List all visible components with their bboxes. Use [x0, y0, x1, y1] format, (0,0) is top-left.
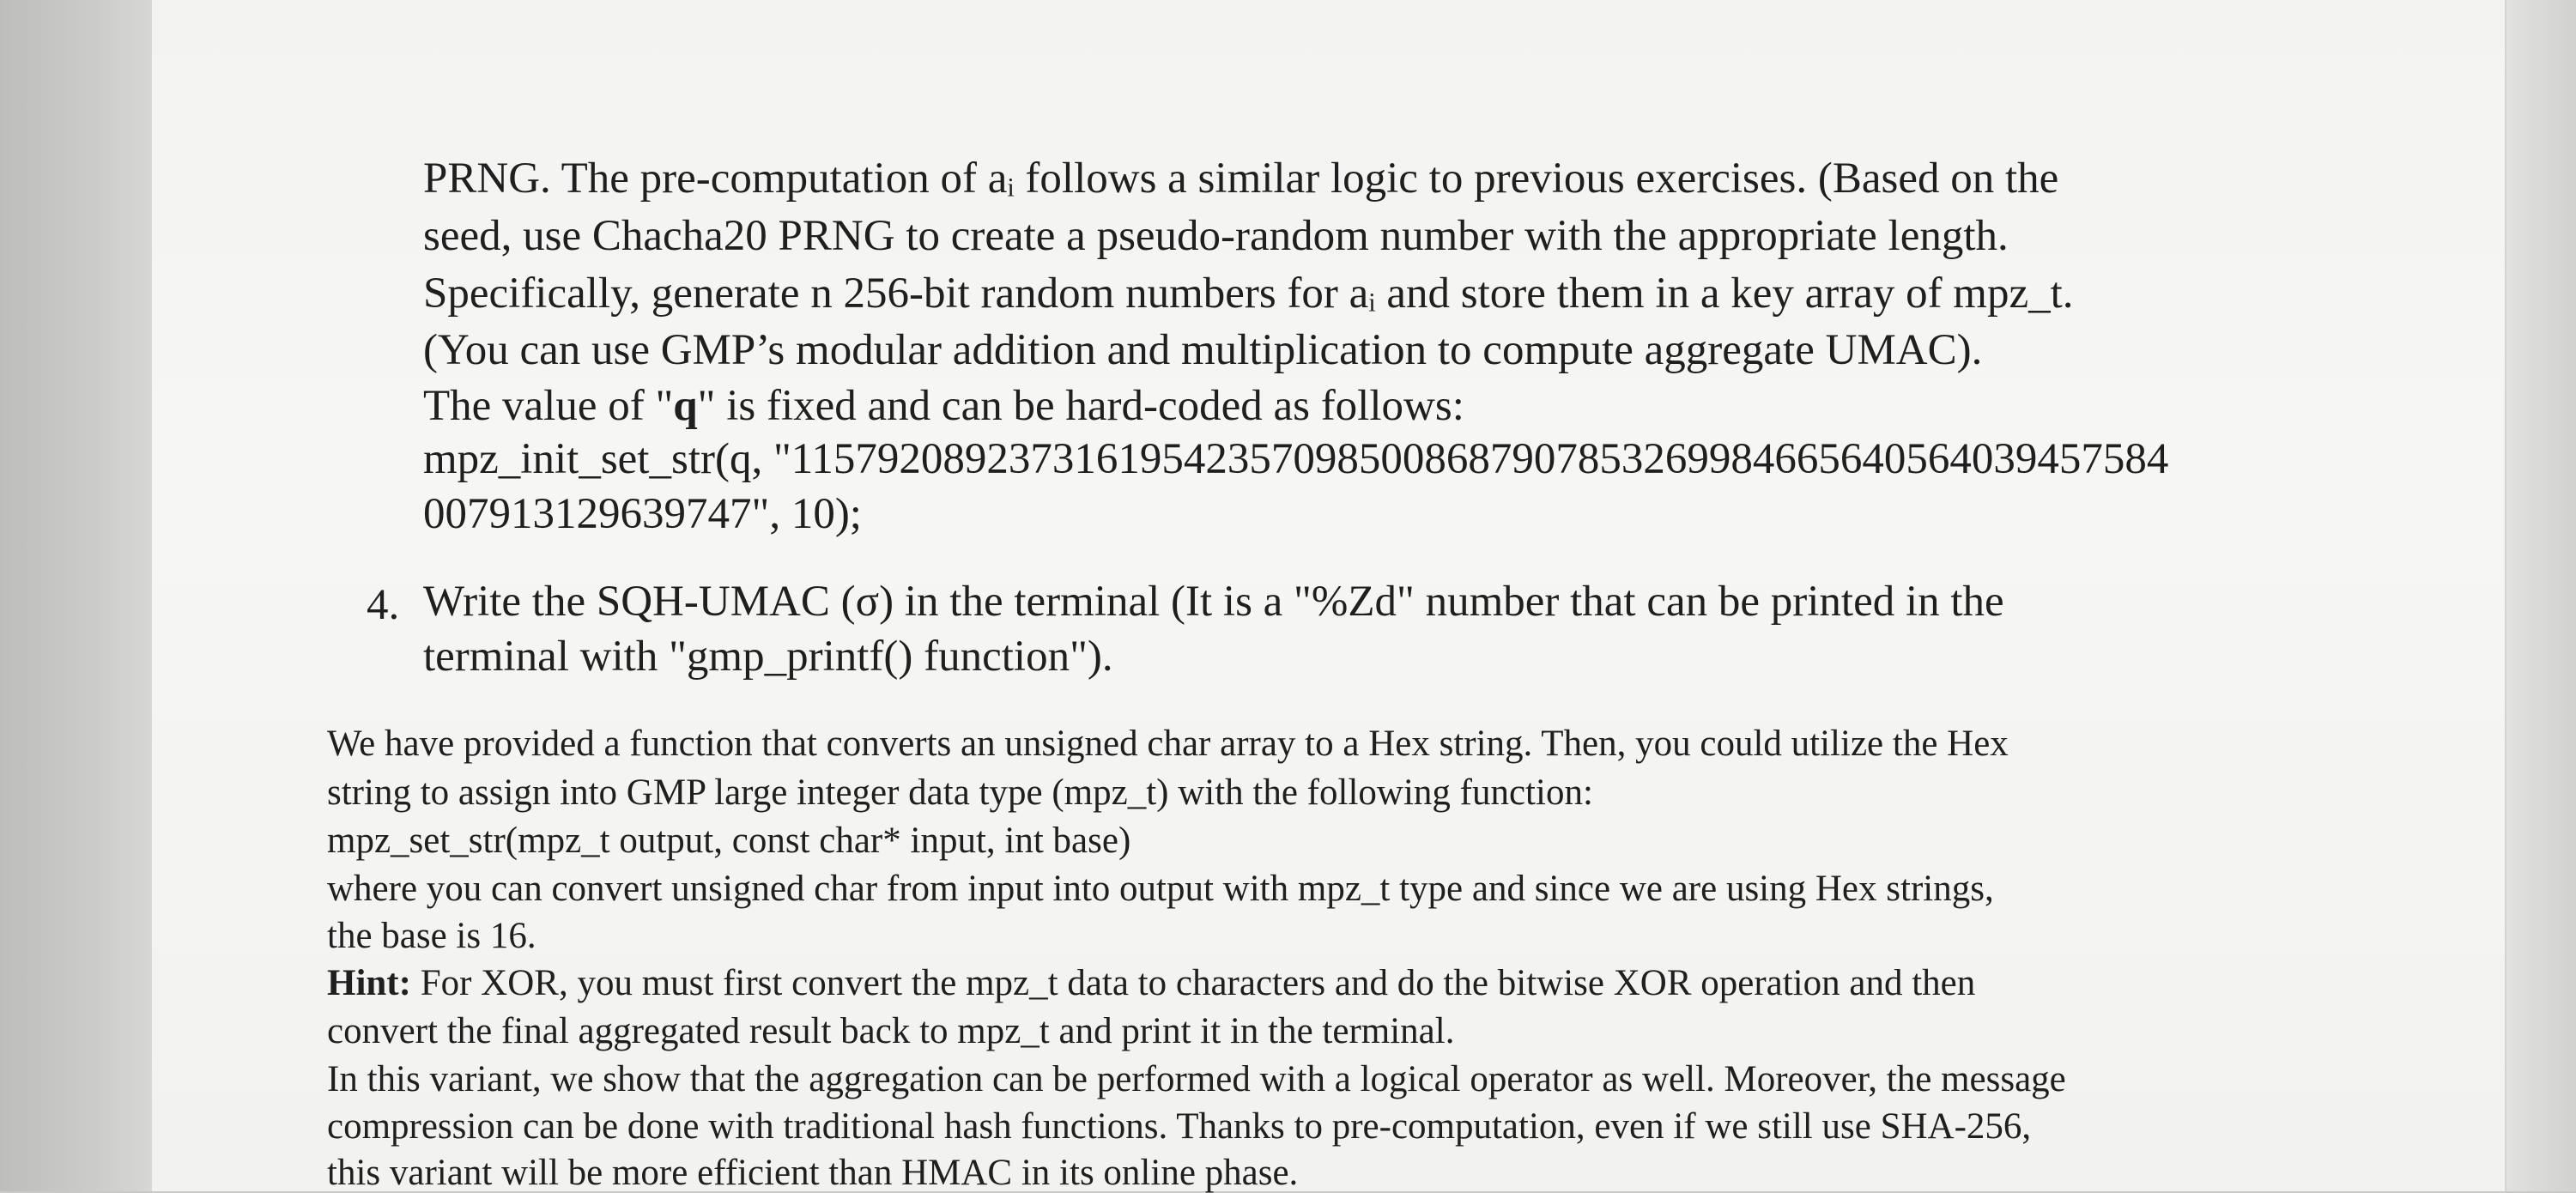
- item4-line-1: Write the SQH-UMAC (σ) in the terminal (It is a "%Zd" number that can be printed in the: [423, 578, 2004, 626]
- body-line-10: this variant will be more efficient than HMAC in its online phase.: [327, 1153, 1299, 1193]
- prng-line-1: PRNG. The pre-computation of aᵢ follows a similar logic to previous exercises. (Based on the: [423, 154, 2059, 203]
- body-line-8: In this variant, we show that the aggregation can be performed with a logical operator as well. Moreover, the message: [327, 1059, 2066, 1099]
- screen-bezel-left: [0, 0, 150, 1191]
- item4-line-2: terminal with "gmp_printf() function").: [423, 633, 1113, 681]
- body-line-4: where you can convert unsigned char from input into output with mpz_t type and since we are using Hex strings,: [327, 869, 1994, 909]
- prng-line-6: mpz_init_set_str(q, "115792089237316195423570985008687907853269984665640564039457584: [423, 435, 2169, 483]
- q-variable: q: [673, 382, 698, 430]
- body-line-5: the base is 16.: [327, 916, 536, 956]
- body-line-6: [327, 965, 1975, 1002]
- q-intro-text: The value of ": [423, 382, 674, 430]
- hint-label: Hint:: [327, 963, 411, 1003]
- prng-line-2: seed, use Chacha20 PRNG to create a pseudo-random number with the appropriate length.: [423, 212, 2009, 260]
- body-line-9: compression can be done with traditional hash functions. Thanks to pre-computation, even if we still use SHA-256,: [327, 1106, 2032, 1147]
- document-page: [150, 0, 2506, 1191]
- body-line-3: mpz_set_str(mpz_t output, const char* input, int base): [327, 821, 1131, 861]
- prng-line-7: 007913129639747", 10);: [423, 490, 862, 538]
- hint-text: For XOR, you must first convert the mpz_t data to characters and do the bitwise XOR operation and then: [410, 963, 1976, 1003]
- prng-line-5: [423, 382, 1464, 430]
- prng-line-4: (You can use GMP’s modular addition and multiplication to compute aggregate UMAC).: [423, 326, 1983, 374]
- list-item-number-4: 4.: [367, 581, 400, 629]
- body-line-7: convert the final aggregated result back to mpz_t and print it in the terminal.: [327, 1011, 1455, 1051]
- prng-line-3: Specifically, generate n 256-bit random numbers for aᵢ and store them in a key array of mpz_t.: [423, 269, 2074, 318]
- body-line-2: string to assign into GMP large integer data type (mpz_t) with the following function:: [327, 772, 1593, 813]
- screen-bezel-right: [2503, 0, 2576, 1191]
- body-line-1: We have provided a function that converts an unsigned char array to a Hex string. Then, you could utilize the Hex: [327, 724, 2009, 764]
- q-intro-suffix: " is fixed and can be hard-coded as follows:: [697, 382, 1464, 430]
